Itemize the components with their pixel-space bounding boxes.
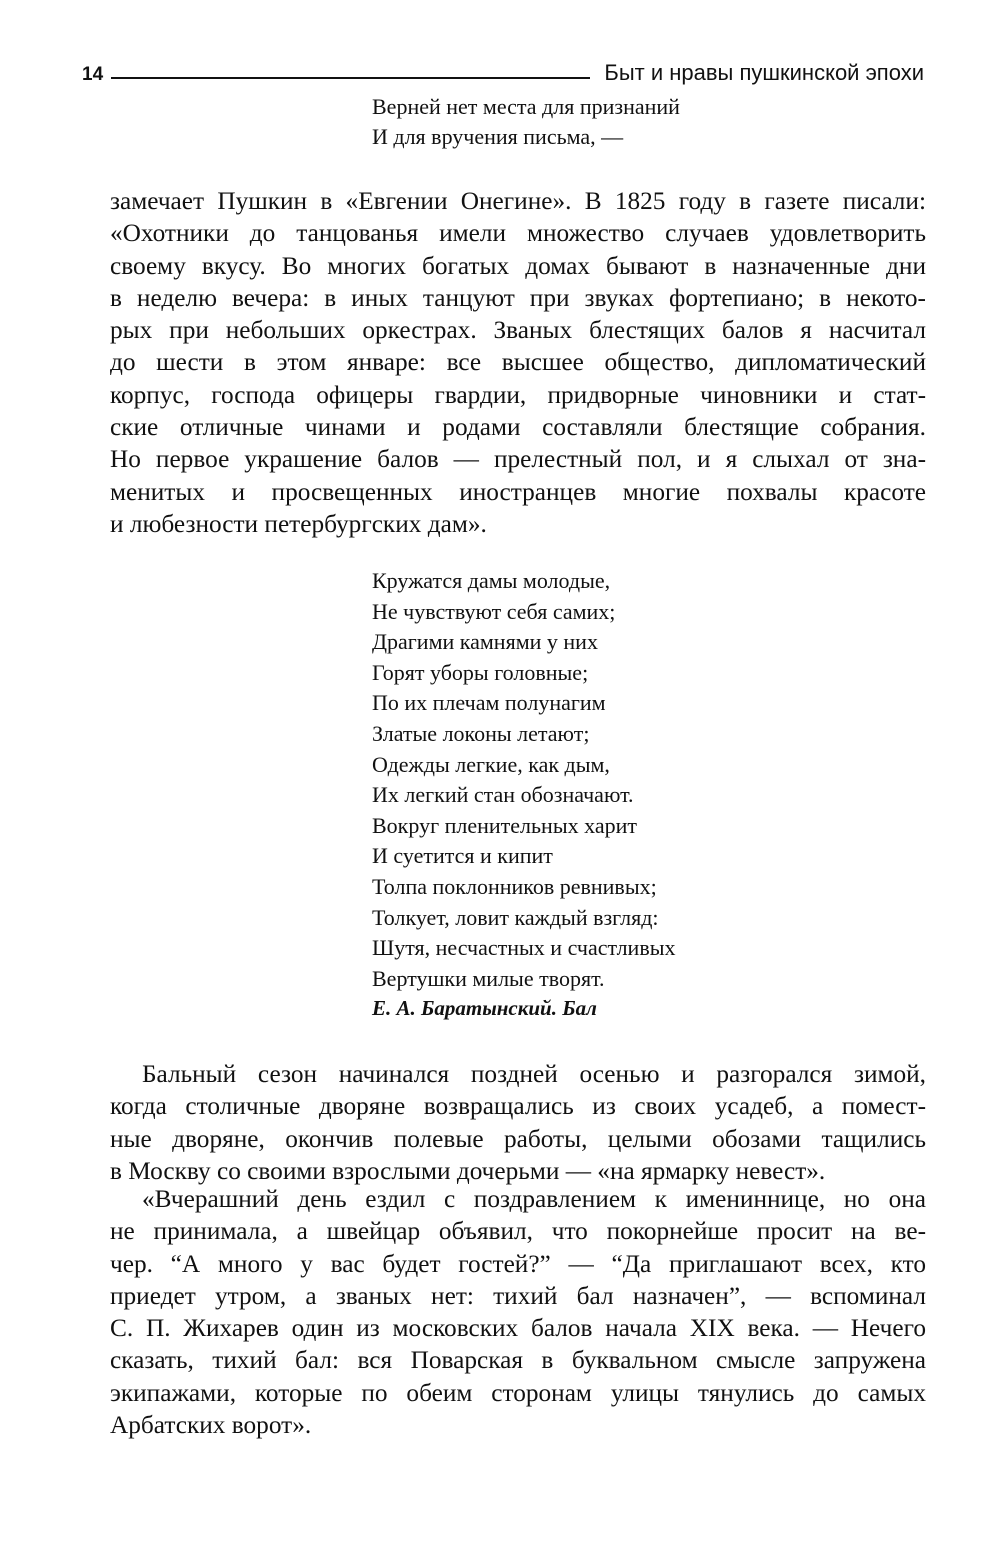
running-title: Быт и нравы пушкинской эпохи (604, 60, 924, 85)
text-line: сказать, тихий бал: вся Поварская в буквальном смысле запружена (110, 1346, 926, 1375)
verse-epigraph (372, 92, 680, 152)
text-line: в неделю вечера: в иных танцуют при звуках фортепиано; в некото- (110, 283, 926, 312)
verse-line: Драгими камнями у них (372, 629, 598, 655)
verse-attribution: Е. А. Баратынский. Бал (372, 996, 597, 1020)
verse-line: Вокруг пленительных харит (372, 812, 637, 838)
text-line: чер. “А много у вас будет гостей?” — “Да приглашают всех, кто (110, 1249, 926, 1278)
text-line: менитых и просвещенных иностранцев многие похвалы красоте (110, 477, 926, 506)
text-line: в Москву со своими взрослыми дочерьми — «на ярмарку невест». (110, 1156, 826, 1185)
verse-line: Вертушки милые творят. (372, 965, 605, 991)
verse-line: Толкует, ловит каждый взгляд: (372, 904, 659, 930)
verse-line: Верней нет места для признаний (372, 94, 680, 119)
text-line: ные дворяне, окончив полевые работы, целыми обозами тащились (110, 1124, 926, 1153)
text-line: «Охотники до танцованья имели множество случаев удовлетворить (110, 219, 926, 248)
text-line: «Вчерашний день ездил с поздравлением к имениннице, но она (142, 1185, 926, 1213)
verse-line: Одежды легкие, как дым, (372, 751, 610, 777)
verse-line: Кружатся дамы молодые, (372, 568, 611, 593)
verse-line: И суетится и кипит (372, 843, 553, 869)
text-line: не принимала, а швейцар объявил, что покорнейше просит на ве- (110, 1217, 926, 1246)
running-header (82, 52, 924, 84)
paragraph-2 (110, 1058, 926, 1187)
page-number: 14 (82, 64, 104, 85)
paragraph-1 (110, 185, 926, 540)
text-line: своему вкусу. Во многих богатых домах бывают в назначенные дни (110, 251, 926, 280)
text-line: ские отличные чинами и родами составляли блестящие собрания. (110, 413, 926, 442)
text-line: замечает Пушкин в «Евгении Онегине». В 1825 году в газете писали: (110, 187, 926, 215)
header-rule (111, 77, 590, 79)
text-line: корпус, господа офицеры гвардии, придворные чиновники и стат- (110, 380, 926, 409)
verse-line: Не чувствуют себя самих; (372, 598, 616, 624)
verse-line: Толпа поклонников ревнивых; (372, 873, 657, 899)
verse-line: И для вручения письма, — (372, 124, 624, 149)
text-line: Но первое украшение балов — прелестный пол, и я слыхал от зна- (110, 445, 926, 474)
text-line: приедет утром, а званых нет: тихий бал назначен”, — вспоминал (110, 1281, 926, 1310)
verse-line: Горят уборы головные; (372, 659, 589, 685)
verse-line: По их плечам полунагим (372, 690, 606, 716)
paragraph-3 (110, 1183, 926, 1441)
text-line: Бальный сезон начинался поздней осенью и разгорался зимой, (142, 1060, 926, 1088)
verse-line: Златые локоны летают; (372, 720, 590, 746)
text-line: С. П. Жихарев один из московских балов начала XIX века. — Нечего (110, 1314, 926, 1343)
text-line: Арбатских ворот». (110, 1411, 312, 1440)
text-line: и любезности петербургских дам». (110, 509, 487, 538)
text-line: экипажами, которые по обеим сторонам улицы тянулись до самых (110, 1378, 926, 1407)
text-line: до шести в этом январе: все высшее общество, дипломатический (110, 348, 926, 377)
text-line: рых при небольших оркестрах. Званых блестящих балов я насчитал (110, 316, 926, 345)
text-line: когда столичные дворяне возвращались из своих усадеб, а помест- (110, 1092, 926, 1121)
verse-line: Их легкий стан обозначают. (372, 782, 634, 808)
verse-ball-poem (372, 566, 676, 994)
verse-line: Шутя, несчастных и счастливых (372, 935, 676, 961)
